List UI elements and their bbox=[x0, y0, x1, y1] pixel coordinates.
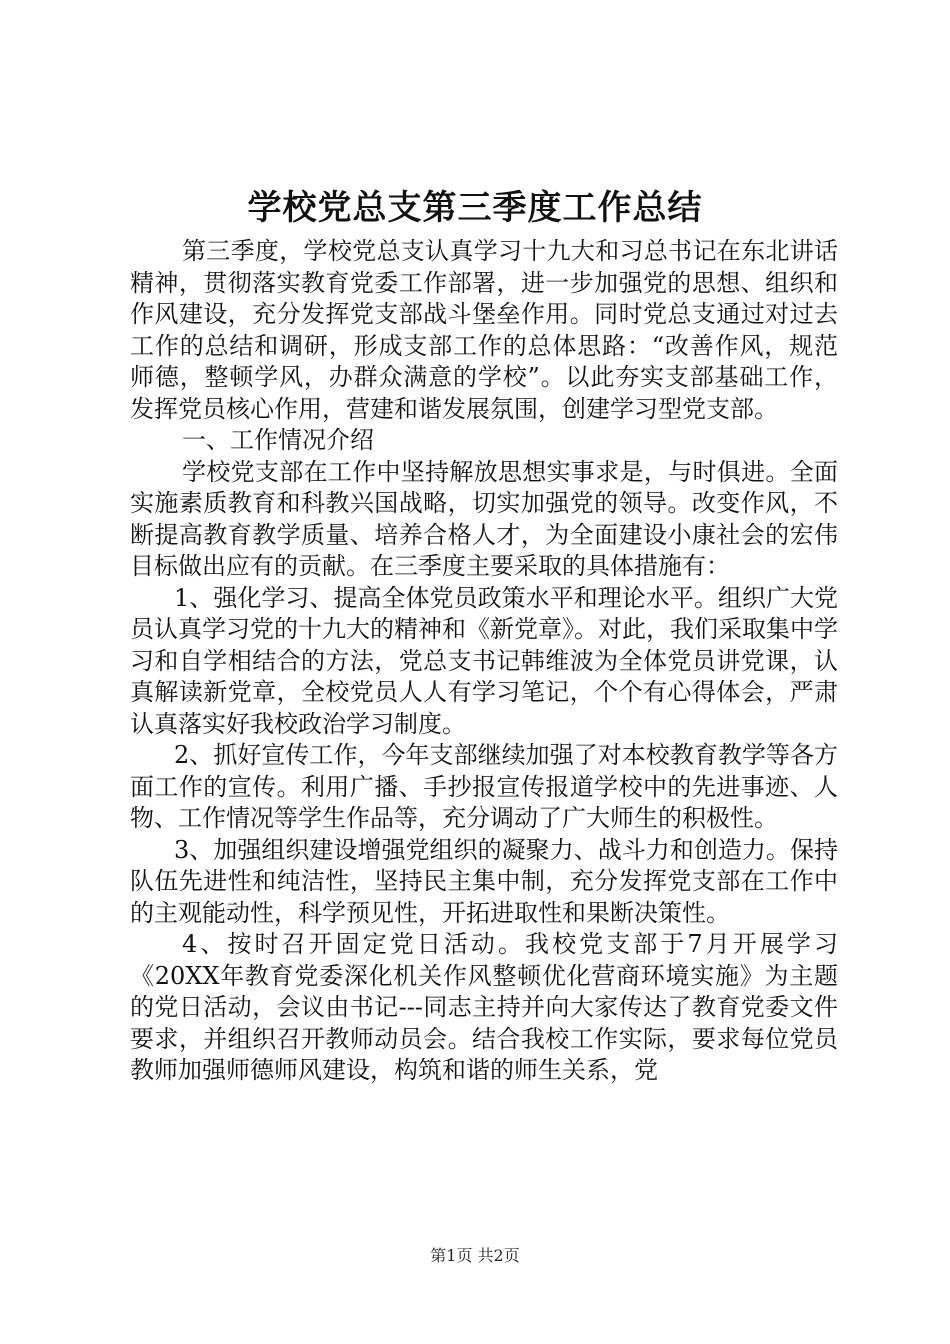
section-heading: 一、工作情况介绍 bbox=[182, 426, 374, 454]
page-number: 第1页 共2页 bbox=[430, 1246, 520, 1265]
measure-item-3: 3、加强组织建设增强党组织的凝聚力、战斗力和创造力。保持队伍先进性和纯洁性，坚持民主集中制，充分发挥党支部在工作中的主观能动性，科学预见性，开拓进取性和果断决策性。 bbox=[130, 835, 838, 927]
document-body bbox=[130, 236, 838, 1087]
measure-item-1: 1、强化学习、提高全体党员政策水平和理论水平。组织广大党员认真学习党的十九大的精神和《新党章》。对此，我们采取集中学习和自学相结合的方法，党总支书记韩维波为全体党员讲党课，认真解读新党章，全校党员人人有学习笔记，个个有心得体会，严肃认真落实好我校政治学习制度。 bbox=[130, 583, 838, 738]
intro-paragraph: 第三季度，学校党总支认真学习十九大和习总书记在东北讲话精神，贯彻落实教育党委工作部署，进一步加强党的思想、组织和作风建设，充分发挥党支部战斗堡垒作用。同时党总支通过对过去工作的总结和调研，形成支部工作的总体思路：“改善作风，规范师德，整顿学风，办群众满意的学校”。以此夯实支部基础工作，发挥党员核心作用，营建和谐发展氛围，创建学习型党支部。 bbox=[130, 237, 838, 423]
section-paragraph: 学校党支部在工作中坚持解放思想实事求是，与时俱进。全面实施素质教育和科教兴国战略，切实加强党的领导。改变作风，不断提高教育教学质量、培养合格人才，为全面建设小康社会的宏伟目标做出应有的贡献。在三季度主要采取的具体措施有： bbox=[130, 457, 838, 580]
measure-item-2: 2、抓好宣传工作，今年支部继续加强了对本校教育教学等各方面工作的宣传。利用广播、手抄报宣传报道学校中的先进事迹、人物、工作情况等学生作品等，充分调动了广大师生的积极性。 bbox=[130, 741, 838, 832]
measure-item-4: 4、按时召开固定党日活动。我校党支部于7月开展学习《20XX年教育党委深化机关作风整顿优化营商环境实施》为主题的党日活动，会议由书记---同志主持并向大家传达了教育党委文件要求，并组织召开教师动员会。结合我校工作实际，要求每位党员教师加强师德师风建设，构筑和谐的师生关系，党 bbox=[130, 930, 838, 1084]
document-title: 学校党总支第三季度工作总结 bbox=[247, 188, 703, 228]
